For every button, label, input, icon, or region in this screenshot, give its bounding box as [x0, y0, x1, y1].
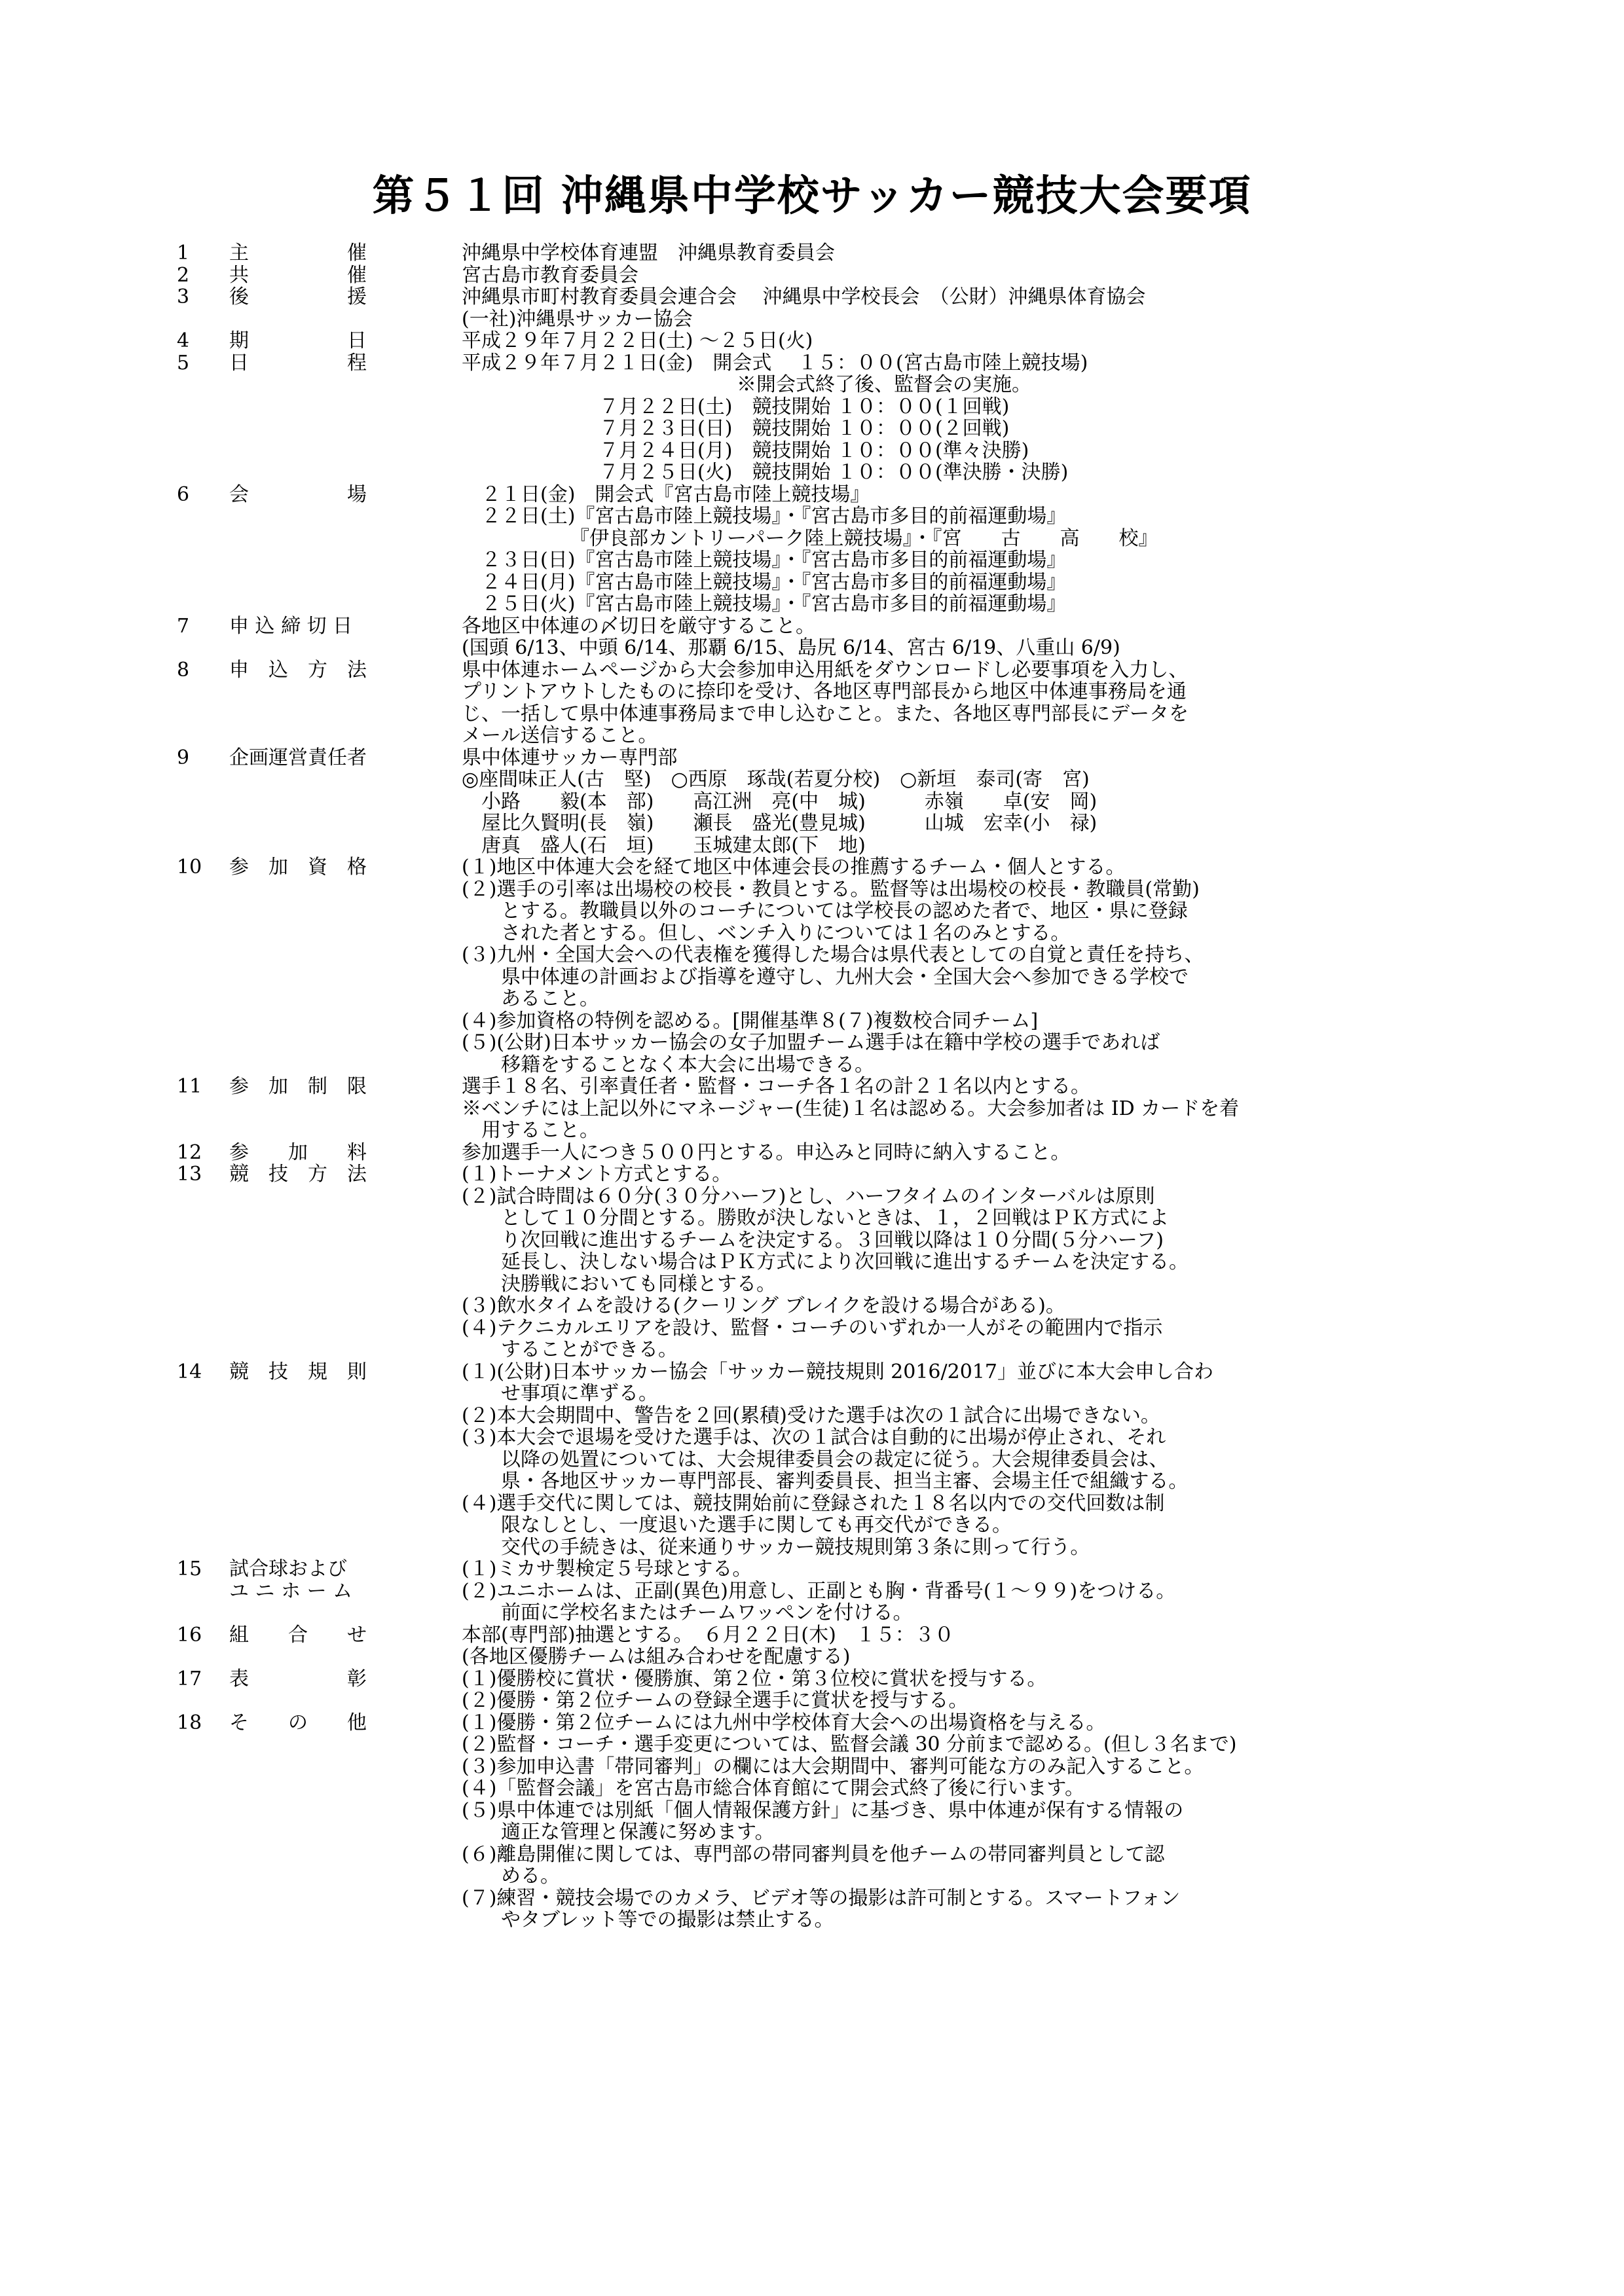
section-3: [177, 286, 1486, 330]
text-line: (５)(公財)日本サッカー協会の女子加盟チーム選手は在籍中学校の選手であれば: [462, 1031, 1160, 1054]
section-9: [177, 747, 1486, 857]
section-body: [462, 1624, 1486, 1668]
section-body: [462, 1361, 1486, 1559]
text-line: (２)試合時間は６０分(３０分ハーフ)とし、ハーフタイムのインターバルは原則: [462, 1184, 1155, 1208]
section-number: 8: [177, 658, 190, 682]
text-line: (４)「監督会議」を宮古島市総合体育館にて開会式終了後に行います。: [462, 1777, 1085, 1800]
text-line: とする。教職員以外のコーチについては学校長の認めた者で、地区・県に登録: [462, 900, 1188, 922]
text-line: 平成２９年７月２２日(土) ～２５日(火): [462, 329, 813, 352]
text-line: 宮古島市教育委員会: [462, 263, 638, 287]
section-number: 15: [177, 1558, 202, 1580]
section-number: 7: [177, 614, 190, 638]
text-line: (３)本大会で退場を受けた選手は、次の１試合は自動的に出場が停止され、それ: [462, 1426, 1166, 1449]
section-18: [177, 1712, 1486, 1931]
section-number: 4: [177, 329, 190, 352]
section-number: 1: [177, 242, 190, 264]
section-number: 18: [177, 1711, 202, 1734]
text-line: り次回戦に進出するチームを決定する。３回戦以降は１０分間(５分ハーフ): [462, 1228, 1164, 1252]
text-line: ２１日(金) 開会式『宮古島市陸上競技場』: [462, 483, 870, 506]
text-line: ２２日(土)『宮古島市陸上競技場』・『宮古島市多目的前福運動場』: [462, 505, 1067, 528]
text-line: 本部(専門部)抽選とする。 ６月２２日(木) １５：３０: [462, 1623, 954, 1647]
text-line: 延長し、決しない場合はＰＫ方式により次回戦に進出するチームを決定する。: [462, 1250, 1189, 1273]
text-line: 移籍をすることなく本大会に出場できる。: [462, 1053, 874, 1076]
text-line: 適正な管理と保護に努めます。: [462, 1821, 775, 1844]
section-number: 5: [177, 351, 190, 374]
text-line: 決勝戦においても同様とする。: [462, 1272, 776, 1296]
text-line: (２)選手の引率は出場校の校長・教員とする。監督等は出場校の校長・教職員(常勤): [462, 877, 1200, 901]
text-line: (３)参加申込書「帯同審判」の欄には大会期間中、審判可能な方のみ記入すること。: [462, 1755, 1204, 1778]
section-body: [462, 856, 1486, 1076]
text-line: ２５日(火)『宮古島市陸上競技場』・『宮古島市多目的前福運動場』: [462, 592, 1067, 615]
text-line: することができる。: [462, 1338, 678, 1361]
text-line: プリントアウトしたものに捺印を受け、各地区専門部長から地区中体連事務局を通: [462, 680, 1187, 703]
section-label: 組 合 せ: [229, 1623, 367, 1647]
text-line: ※ベンチには上記以外にマネージャー(生徒)１名は認める。大会参加者は ID カードを着: [462, 1097, 1240, 1120]
text-line: (１)ミカサ製検定５号球とする。: [462, 1558, 752, 1580]
section-label: 後 援: [229, 285, 367, 308]
text-line: ◎座間味正人(古 堅) ○西原 琢哉(若夏分校) ○新垣 泰司(寄 宮): [462, 768, 1090, 791]
text-line: 参加選手一人につき５００円とする。申込みと同時に納入すること。: [462, 1140, 1071, 1164]
section-body: [462, 1668, 1486, 1712]
text-line: (５)県中体連では別紙「個人情報保護方針」に基づき、県中体連が保有する情報の: [462, 1798, 1184, 1822]
section-number: 10: [177, 856, 202, 879]
text-line: あること。: [462, 987, 599, 1010]
section-number: 13: [177, 1163, 202, 1186]
text-line: 用すること。: [462, 1119, 599, 1142]
text-line: 沖縄県市町村教育委員会連合会 沖縄県中学校長会 （公財）沖縄県体育協会: [462, 285, 1146, 308]
text-line: 『伊良部カントリーパーク陸上競技場』・『宮 古 高 校』: [462, 526, 1158, 550]
text-line: メール送信すること。: [462, 724, 658, 747]
section-6: [177, 484, 1486, 615]
section-body: [462, 264, 1486, 287]
text-line: 沖縄県中学校体育連盟 沖縄県教育委員会: [462, 242, 835, 264]
text-line: 唐真 盛人(石 垣) 玉城建太郎(下 地): [462, 833, 866, 857]
section-label: 参 加 制 限: [229, 1075, 367, 1098]
text-line: 県中体連ホームページから大会参加申込用紙をダウンロードし必要事項を入力し、: [462, 658, 1189, 682]
section-body: [462, 1163, 1486, 1361]
section-body: [462, 1076, 1486, 1142]
text-line: (４)参加資格の特例を認める。[開催基準８(７)複数校合同チーム]: [462, 1009, 1039, 1032]
section-15: [177, 1558, 1486, 1624]
text-line: (３)九州・全国大会への代表権を獲得した場合は県代表としての自覚と責任を持ち、: [462, 943, 1204, 966]
text-line: 前面に学校名またはチームワッペンを付ける。: [462, 1601, 913, 1624]
section-label: 表 彰: [229, 1667, 367, 1690]
section-label: 競 技 方 法: [229, 1163, 367, 1186]
text-line: (４)テクニカルエリアを設け、監督・コーチのいずれか一人がその範囲内で指示: [462, 1316, 1163, 1339]
section-body: [462, 1558, 1486, 1624]
section-label: 日 程: [229, 351, 367, 374]
section-number: 16: [177, 1623, 202, 1647]
section-14: [177, 1361, 1486, 1559]
section-body: [462, 484, 1486, 615]
section-label: 参 加 料: [229, 1140, 367, 1164]
section-4: [177, 330, 1486, 352]
text-line: (一社)沖縄県サッカー協会: [462, 307, 693, 331]
text-line: 交代の手続きは、従来通りサッカー競技規則第３条に則って行う。: [462, 1535, 1090, 1559]
text-line: やタブレット等での撮影は禁止する。: [462, 1908, 834, 1931]
text-line: ７月２２日(土) 競技開始 １０：００(１回戦): [462, 395, 1010, 418]
text-line: ７月２４日(月) 競技開始 １０：００(準々決勝): [462, 439, 1029, 462]
section-number: 11: [177, 1075, 202, 1098]
text-line: された者とする。但し、ベンチ入りについては１名のみとする。: [462, 921, 1071, 945]
text-line: 選手１８名、引率責任者・監督・コーチ各１名の計２１名以内とする。: [462, 1075, 1090, 1098]
section-12: [177, 1142, 1486, 1164]
section-body: [462, 286, 1486, 330]
section-label: 会 場: [229, 483, 367, 506]
section-number: 12: [177, 1140, 202, 1164]
section-label: 申 込 方 法: [229, 658, 367, 682]
section-number: 9: [177, 746, 190, 769]
section-label: 共 催: [229, 263, 367, 287]
text-line: (各地区優勝チームは組み合わせを配慮する): [462, 1645, 851, 1668]
section-8: [177, 659, 1486, 747]
text-line: (７)練習・競技会場でのカメラ、ビデオ等の撮影は許可制とする。スマートフォン: [462, 1886, 1181, 1910]
section-body: [462, 1712, 1486, 1931]
section-label: 企画運営責任者: [229, 746, 367, 769]
section-body: [462, 747, 1486, 857]
text-line: (２)ユニホームは、正副(異色)用意し、正副とも胸・背番号(１～９９)をつける。: [462, 1579, 1176, 1603]
text-line: として１０分間とする。勝敗が決しないときは、１，２回戦はＰＫ方式によ: [462, 1207, 1169, 1230]
section-label: 参 加 資 格: [229, 856, 367, 879]
section-number: 3: [177, 285, 190, 308]
text-line: (１)トーナメント方式とする。: [462, 1163, 732, 1186]
text-line: (１)優勝校に賞状・優勝旗、第２位・第３位校に賞状を授与する。: [462, 1667, 1047, 1690]
section-label: そ の 他: [229, 1711, 367, 1734]
section-body: [462, 242, 1486, 264]
section-number: 14: [177, 1360, 202, 1383]
text-line: 県・各地区サッカー専門部長、審判委員長、担当主審、会場主任で組織する。: [462, 1470, 1189, 1493]
text-line: じ、一括して県中体連事務局まで申し込むこと。また、各地区専門部長にデータを: [462, 702, 1189, 725]
section-number: 17: [177, 1667, 202, 1690]
text-line: ※開会式終了後、監督会の実施。: [462, 373, 1031, 396]
section-2: [177, 264, 1486, 287]
text-line: 屋比久賢明(長 嶺) 瀬長 盛光(豊見城) 山城 宏幸(小 禄): [462, 812, 1098, 835]
text-line: ７月２３日(日) 競技開始 １０：００(２回戦): [462, 417, 1010, 440]
document-body: [177, 242, 1486, 1931]
text-line: (１)地区中体連大会を経て地区中体連会長の推薦するチーム・個人とする。: [462, 856, 1126, 879]
text-line: ７月２５日(火) 競技開始 １０：００(準決勝・決勝): [462, 461, 1069, 484]
text-line: 県中体連サッカー専門部: [462, 746, 678, 769]
text-line: (２)本大会期間中、警告を２回(累積)受けた選手は次の１試合に出場できない。: [462, 1404, 1160, 1427]
section-body: [462, 615, 1486, 659]
section-label: 期 日: [229, 329, 367, 352]
section-label: 主 催: [229, 242, 367, 264]
section-13: [177, 1163, 1486, 1361]
text-line: (国頭 6/13、中頭 6/14、那覇 6/15、島尻 6/14、宮古 6/19、八重山 6/9): [462, 636, 1120, 659]
document-title: 第５１回 沖縄県中学校サッカー競技大会要項: [372, 172, 1252, 221]
section-5: [177, 352, 1486, 484]
section-label: 申 込 締 切 日: [229, 614, 353, 638]
section-body: [462, 659, 1486, 747]
text-line: 県中体連の計画および指導を遵守し、九州大会・全国大会へ参加できる学校で: [462, 965, 1189, 989]
text-line: 限なしとし、一度退いた選手に関しても再交代ができる。: [462, 1514, 1012, 1537]
section-label: 競 技 規 則: [229, 1360, 367, 1383]
text-line: (１)優勝・第２位チームには九州中学校体育大会への出場資格を与える。: [462, 1711, 1106, 1734]
section-1: [177, 242, 1486, 264]
text-line: せ事項に準ずる。: [462, 1382, 658, 1405]
text-line: める。: [462, 1865, 560, 1887]
text-line: (６)離島開催に関しては、専門部の帯同審判員を他チームの帯同審判員として認: [462, 1842, 1165, 1866]
section-label: 試合球および ユ ニ ホ ー ム: [229, 1558, 353, 1603]
text-line: (１)(公財)日本サッカー協会「サッカー競技規則 2016/2017」並びに本大会申し合わ: [462, 1360, 1213, 1383]
text-line: (２)優勝・第２位チームの登録全選手に賞状を授与する。: [462, 1689, 969, 1712]
section-body: [462, 352, 1486, 484]
text-line: (２)監督・コーチ・選手変更については、監督会議 30 分前まで認める。(但し３名まで): [462, 1733, 1237, 1756]
section-17: [177, 1668, 1486, 1712]
text-line: 小路 毅(本 部) 高江洲 亮(中 城) 赤嶺 卓(安 岡): [462, 790, 1098, 813]
section-16: [177, 1624, 1486, 1668]
text-line: 平成２９年７月２１日(金) 開会式 １５：００(宮古島市陸上競技場): [462, 351, 1088, 374]
text-line: 各地区中体連の〆切日を厳守すること。: [462, 614, 815, 638]
section-body: [462, 1142, 1486, 1164]
text-line: (４)選手交代に関しては、競技開始前に登録された１８名以内での交代回数は制: [462, 1491, 1165, 1515]
section-number: 6: [177, 483, 190, 506]
text-line: (３)飲水タイムを設ける(クーリング ブレイクを設ける場合がある)。: [462, 1294, 1065, 1317]
text-line: ２３日(日)『宮古島市陸上競技場』・『宮古島市多目的前福運動場』: [462, 549, 1067, 572]
section-body: [462, 330, 1486, 352]
section-11: [177, 1076, 1486, 1142]
section-number: 2: [177, 263, 190, 287]
section-10: [177, 856, 1486, 1076]
text-line: 以降の処置については、大会規律委員会の裁定に従う。大会規律委員会は、: [462, 1448, 1169, 1471]
text-line: ２４日(月)『宮古島市陸上競技場』・『宮古島市多目的前福運動場』: [462, 570, 1067, 594]
section-7: [177, 615, 1486, 659]
